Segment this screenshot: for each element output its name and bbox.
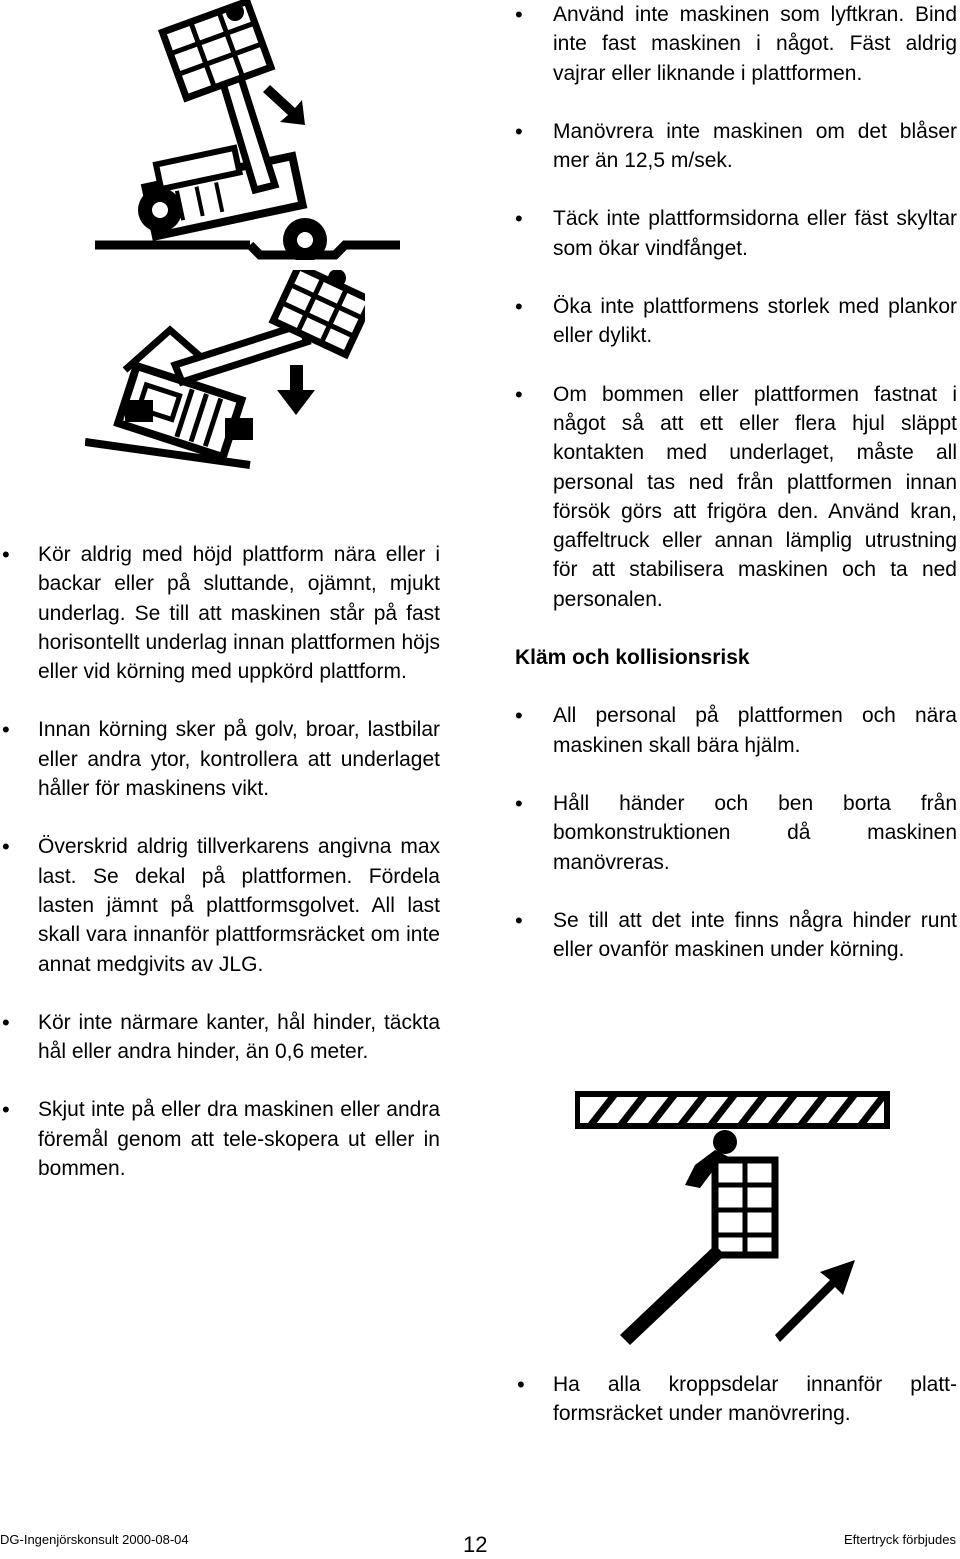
footer-left: DG-Ingenjörskonsult 2000-08-04 — [0, 1532, 189, 1547]
list-item: • Håll händer och ben borta från bomkonstruktionen då maskinen manövreras. — [515, 789, 957, 877]
page-number: 12 — [463, 1532, 488, 1557]
list-item: • Öka inte plattformens storlek med plankor eller dylikt. — [515, 292, 957, 351]
list-item: • Manövrera inte maskinen om det blåser mer än 12,5 m/sek. — [515, 117, 957, 176]
list-item: • Se till att det inte finns några hinder runt eller ovanför maskinen under körning. — [515, 906, 957, 965]
list-item: • Om bommen eller plattformen fastnat i något så att ett eller flera hjul släppt kontakten med underlaget, måste all personal tas ned från plattformen innan försök görs att frigöra den. Använd kran, gaffeltruck eller annan lämplig utrustning för att stabilisera maskinen och ta ned personalen. — [515, 380, 957, 614]
machine-slope-illustration — [85, 270, 365, 490]
section-heading: Kläm och kollisionsrisk — [515, 646, 750, 670]
list-item: • Kör inte närmare kanter, hål hinder, täckta hål eller andra hinder, än 0,6 meter. — [0, 1008, 440, 1067]
left-column — [0, 540, 440, 1183]
crush-hazard-illustration — [575, 1090, 895, 1350]
list-item: • Ha alla kroppsdelar innanför platt-formsräcket under manövrering. — [515, 1370, 957, 1429]
footer-right: Eftertryck förbjudes — [844, 1532, 956, 1547]
machine-pothole-illustration — [90, 0, 410, 260]
list-item: • Kör aldrig med höjd plattform nära eller i backar eller på sluttande, ojämnt, mjukt underlag. Se till att maskinen står på fast horisontellt underlag innan plattformen höjs eller vid körning med uppkörd plattform. — [0, 540, 440, 686]
list-item: • Täck inte plattformsidorna eller fäst skyltar som ökar vindfånget. — [515, 204, 957, 263]
list-item: • All personal på plattformen och nära maskinen skall bära hjälm. — [515, 701, 957, 760]
list-item: • Innan körning sker på golv, broar, lastbilar eller andra ytor, kontrollera att underlaget håller för maskinens vikt. — [0, 715, 440, 803]
list-item: • Skjut inte på eller dra maskinen eller andra föremål genom att tele-skopera ut eller in bommen. — [0, 1095, 440, 1183]
list-item: • Använd inte maskinen som lyftkran. Bind inte fast maskinen i något. Fäst aldrig vajrar eller liknande i plattformen. — [515, 0, 957, 88]
last-item-block — [515, 1370, 957, 1429]
right-column — [515, 0, 957, 964]
list-item: • Överskrid aldrig tillverkarens angivna max last. Se dekal på plattformen. Fördela lasten jämnt på plattformsgolvet. All last skall vara innanför plattformsräcket om inte annat medgivits av JLG. — [0, 832, 440, 978]
